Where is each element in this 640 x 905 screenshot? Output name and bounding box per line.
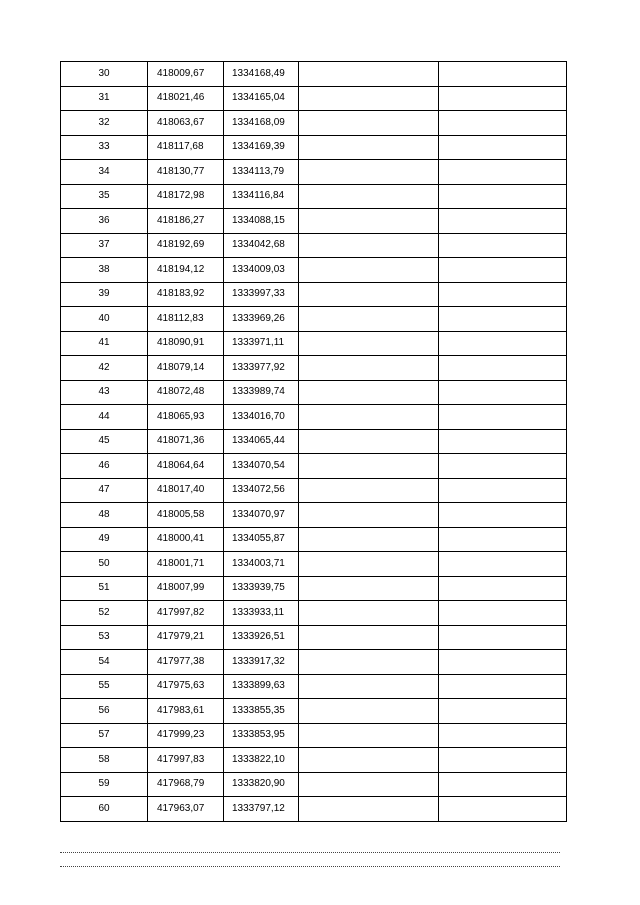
empty-cell <box>439 405 567 430</box>
x-coordinate-cell: 418079,14 <box>148 356 224 381</box>
x-coordinate-cell: 418017,40 <box>148 478 224 503</box>
table-row <box>61 748 567 773</box>
table-row <box>61 405 567 430</box>
empty-cell <box>299 429 439 454</box>
empty-cell <box>299 748 439 773</box>
empty-cell <box>439 527 567 552</box>
y-coordinate-cell: 1333939,75 <box>224 576 299 601</box>
table-row <box>61 160 567 185</box>
empty-cell <box>439 135 567 160</box>
point-number-cell: 56 <box>61 699 148 724</box>
empty-cell <box>299 135 439 160</box>
table-row <box>61 356 567 381</box>
table-row <box>61 772 567 797</box>
point-number-cell: 52 <box>61 601 148 626</box>
empty-cell <box>439 772 567 797</box>
x-coordinate-cell: 418021,46 <box>148 86 224 111</box>
table-row <box>61 184 567 209</box>
point-number-cell: 57 <box>61 723 148 748</box>
point-number-cell: 44 <box>61 405 148 430</box>
table-row <box>61 625 567 650</box>
empty-cell <box>439 307 567 332</box>
empty-cell <box>439 650 567 675</box>
y-coordinate-cell: 1334072,56 <box>224 478 299 503</box>
y-coordinate-cell: 1333969,26 <box>224 307 299 332</box>
empty-cell <box>299 625 439 650</box>
y-coordinate-cell: 1333933,11 <box>224 601 299 626</box>
point-number-cell: 48 <box>61 503 148 528</box>
point-number-cell: 60 <box>61 797 148 822</box>
point-number-cell: 59 <box>61 772 148 797</box>
x-coordinate-cell: 417963,07 <box>148 797 224 822</box>
empty-cell <box>439 454 567 479</box>
y-coordinate-cell: 1333971,11 <box>224 331 299 356</box>
y-coordinate-cell: 1333977,92 <box>224 356 299 381</box>
empty-cell <box>299 699 439 724</box>
empty-cell <box>299 86 439 111</box>
point-number-cell: 58 <box>61 748 148 773</box>
table-row <box>61 527 567 552</box>
point-number-cell: 37 <box>61 233 148 258</box>
x-coordinate-cell: 418065,93 <box>148 405 224 430</box>
point-number-cell: 36 <box>61 209 148 234</box>
point-number-cell: 54 <box>61 650 148 675</box>
y-coordinate-cell: 1334088,15 <box>224 209 299 234</box>
table-row <box>61 429 567 454</box>
empty-cell <box>299 258 439 283</box>
empty-cell <box>439 62 567 87</box>
empty-cell <box>299 527 439 552</box>
table-row <box>61 258 567 283</box>
point-number-cell: 32 <box>61 111 148 136</box>
y-coordinate-cell: 1333997,33 <box>224 282 299 307</box>
empty-cell <box>299 356 439 381</box>
empty-cell <box>299 307 439 332</box>
coordinate-table <box>60 61 567 822</box>
empty-cell <box>439 625 567 650</box>
table-row <box>61 478 567 503</box>
empty-cell <box>439 478 567 503</box>
y-coordinate-cell: 1333899,63 <box>224 674 299 699</box>
y-coordinate-cell: 1334070,97 <box>224 503 299 528</box>
x-coordinate-cell: 418183,92 <box>148 282 224 307</box>
empty-cell <box>299 723 439 748</box>
x-coordinate-cell: 418009,67 <box>148 62 224 87</box>
empty-cell <box>439 576 567 601</box>
empty-cell <box>299 380 439 405</box>
point-number-cell: 46 <box>61 454 148 479</box>
x-coordinate-cell: 418063,67 <box>148 111 224 136</box>
point-number-cell: 41 <box>61 331 148 356</box>
empty-cell <box>439 723 567 748</box>
empty-cell <box>439 86 567 111</box>
table-row <box>61 307 567 332</box>
x-coordinate-cell: 418117,68 <box>148 135 224 160</box>
x-coordinate-cell: 418130,77 <box>148 160 224 185</box>
y-coordinate-cell: 1334003,71 <box>224 552 299 577</box>
table-row <box>61 797 567 822</box>
dotted-separator-line <box>60 866 560 867</box>
empty-cell <box>299 111 439 136</box>
x-coordinate-cell: 418000,41 <box>148 527 224 552</box>
x-coordinate-cell: 418001,71 <box>148 552 224 577</box>
empty-cell <box>299 454 439 479</box>
x-coordinate-cell: 418007,99 <box>148 576 224 601</box>
table-row <box>61 111 567 136</box>
empty-cell <box>299 62 439 87</box>
table-row <box>61 650 567 675</box>
point-number-cell: 38 <box>61 258 148 283</box>
empty-cell <box>299 601 439 626</box>
empty-cell <box>439 699 567 724</box>
empty-cell <box>299 576 439 601</box>
table-row <box>61 62 567 87</box>
table-row <box>61 576 567 601</box>
empty-cell <box>439 160 567 185</box>
y-coordinate-cell: 1333822,10 <box>224 748 299 773</box>
table-row <box>61 503 567 528</box>
empty-cell <box>299 233 439 258</box>
empty-cell <box>439 797 567 822</box>
empty-cell <box>299 160 439 185</box>
empty-cell <box>439 429 567 454</box>
y-coordinate-cell: 1334065,44 <box>224 429 299 454</box>
point-number-cell: 50 <box>61 552 148 577</box>
point-number-cell: 40 <box>61 307 148 332</box>
x-coordinate-cell: 418064,64 <box>148 454 224 479</box>
coordinate-table-body <box>61 62 567 822</box>
point-number-cell: 33 <box>61 135 148 160</box>
point-number-cell: 31 <box>61 86 148 111</box>
y-coordinate-cell: 1333853,95 <box>224 723 299 748</box>
point-number-cell: 47 <box>61 478 148 503</box>
table-row <box>61 135 567 160</box>
empty-cell <box>299 478 439 503</box>
empty-cell <box>439 184 567 209</box>
y-coordinate-cell: 1333989,74 <box>224 380 299 405</box>
empty-cell <box>299 503 439 528</box>
y-coordinate-cell: 1334009,03 <box>224 258 299 283</box>
empty-cell <box>299 209 439 234</box>
table-row <box>61 552 567 577</box>
x-coordinate-cell: 418172,98 <box>148 184 224 209</box>
table-row <box>61 209 567 234</box>
empty-cell <box>439 601 567 626</box>
table-row <box>61 380 567 405</box>
empty-cell <box>439 356 567 381</box>
y-coordinate-cell: 1333797,12 <box>224 797 299 822</box>
empty-cell <box>299 797 439 822</box>
x-coordinate-cell: 418071,36 <box>148 429 224 454</box>
table-row <box>61 454 567 479</box>
empty-cell <box>299 184 439 209</box>
empty-cell <box>299 772 439 797</box>
empty-cell <box>299 282 439 307</box>
empty-cell <box>299 674 439 699</box>
empty-cell <box>439 552 567 577</box>
x-coordinate-cell: 417997,82 <box>148 601 224 626</box>
table-row <box>61 86 567 111</box>
table-row <box>61 331 567 356</box>
x-coordinate-cell: 418112,83 <box>148 307 224 332</box>
empty-cell <box>439 282 567 307</box>
empty-cell <box>439 503 567 528</box>
y-coordinate-cell: 1334070,54 <box>224 454 299 479</box>
table-row <box>61 723 567 748</box>
empty-cell <box>439 209 567 234</box>
x-coordinate-cell: 418186,27 <box>148 209 224 234</box>
point-number-cell: 34 <box>61 160 148 185</box>
point-number-cell: 43 <box>61 380 148 405</box>
table-row <box>61 674 567 699</box>
empty-cell <box>439 674 567 699</box>
empty-cell <box>299 552 439 577</box>
y-coordinate-cell: 1333926,51 <box>224 625 299 650</box>
y-coordinate-cell: 1333820,90 <box>224 772 299 797</box>
empty-cell <box>299 331 439 356</box>
point-number-cell: 55 <box>61 674 148 699</box>
x-coordinate-cell: 417977,38 <box>148 650 224 675</box>
empty-cell <box>439 233 567 258</box>
y-coordinate-cell: 1334113,79 <box>224 160 299 185</box>
y-coordinate-cell: 1334168,09 <box>224 111 299 136</box>
y-coordinate-cell: 1334168,49 <box>224 62 299 87</box>
x-coordinate-cell: 417997,83 <box>148 748 224 773</box>
point-number-cell: 39 <box>61 282 148 307</box>
x-coordinate-cell: 418072,48 <box>148 380 224 405</box>
table-row <box>61 233 567 258</box>
empty-cell <box>299 405 439 430</box>
point-number-cell: 45 <box>61 429 148 454</box>
y-coordinate-cell: 1333917,32 <box>224 650 299 675</box>
empty-cell <box>439 380 567 405</box>
x-coordinate-cell: 417979,21 <box>148 625 224 650</box>
y-coordinate-cell: 1334055,87 <box>224 527 299 552</box>
point-number-cell: 30 <box>61 62 148 87</box>
x-coordinate-cell: 417983,61 <box>148 699 224 724</box>
point-number-cell: 35 <box>61 184 148 209</box>
x-coordinate-cell: 418090,91 <box>148 331 224 356</box>
y-coordinate-cell: 1334165,04 <box>224 86 299 111</box>
point-number-cell: 42 <box>61 356 148 381</box>
table-row <box>61 601 567 626</box>
y-coordinate-cell: 1334016,70 <box>224 405 299 430</box>
point-number-cell: 49 <box>61 527 148 552</box>
point-number-cell: 51 <box>61 576 148 601</box>
y-coordinate-cell: 1334116,84 <box>224 184 299 209</box>
y-coordinate-cell: 1333855,35 <box>224 699 299 724</box>
empty-cell <box>439 748 567 773</box>
x-coordinate-cell: 417968,79 <box>148 772 224 797</box>
empty-cell <box>299 650 439 675</box>
x-coordinate-cell: 418005,58 <box>148 503 224 528</box>
empty-cell <box>439 111 567 136</box>
table-row <box>61 282 567 307</box>
x-coordinate-cell: 417975,63 <box>148 674 224 699</box>
dotted-separator-line <box>60 852 560 853</box>
y-coordinate-cell: 1334042,68 <box>224 233 299 258</box>
x-coordinate-cell: 418192,69 <box>148 233 224 258</box>
x-coordinate-cell: 418194,12 <box>148 258 224 283</box>
point-number-cell: 53 <box>61 625 148 650</box>
x-coordinate-cell: 417999,23 <box>148 723 224 748</box>
y-coordinate-cell: 1334169,39 <box>224 135 299 160</box>
empty-cell <box>439 258 567 283</box>
empty-cell <box>439 331 567 356</box>
table-row <box>61 699 567 724</box>
